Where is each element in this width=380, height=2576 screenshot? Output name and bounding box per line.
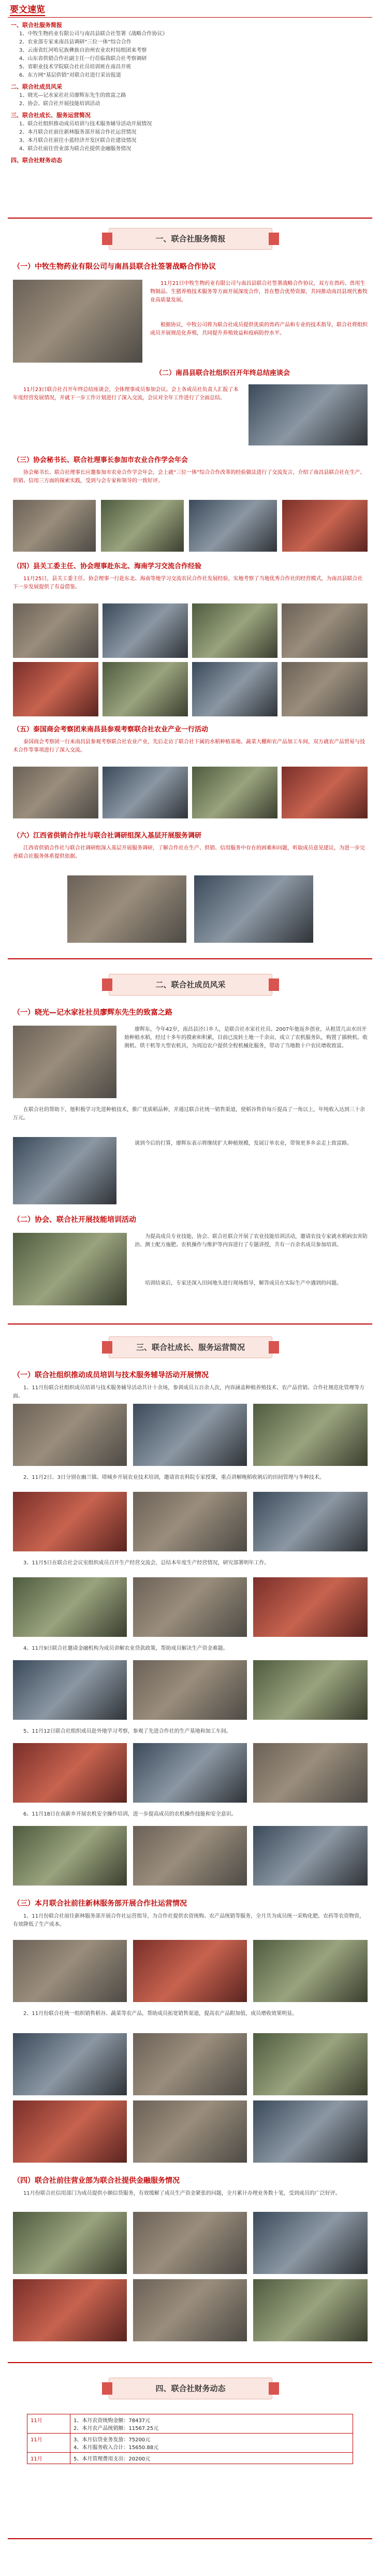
section-4-ribbon: 四、联合社财务动态 (109, 2378, 272, 2399)
section-divider (8, 1323, 372, 1325)
s1-heading-6: （六）江西省供销合作社与联合社调研组深入基层开展服务调研 (13, 832, 202, 840)
section-2-ribbon: 二、联合社成员风采 (109, 974, 272, 996)
row-content (70, 2434, 353, 2453)
toc-item[interactable]: 4、联合社前往营业部为联合社提供金融服务情况 (19, 146, 131, 152)
row-label: 11月 (27, 2453, 70, 2464)
s1-heading-2: （二）南昌县联合社组织召开年终总结座谈会 (155, 369, 290, 377)
s3-photo-9f (253, 2279, 368, 2341)
s3-para-7: 1、11月份联合社前往新林服务部开展合作社运营指导，为合作社提供农资统购、农产品统销等服务，全月共为成员统一采购化肥、农药等农资物资，有效降低了生产成本。 (13, 1913, 365, 1927)
s1-photo-2 (249, 384, 368, 445)
s2-photo-3 (13, 1233, 127, 1305)
s3-heading-3: （四）联合社前往营业部为联合社提供金融服务情况 (13, 2177, 180, 2185)
section-3-ribbon: 三、联合社成长、服务运营简况 (109, 1336, 272, 1358)
section-divider (8, 218, 372, 219)
toc-item[interactable]: 3、云南省红河哈尼族彝族自治州农业农村局组团来考察 (19, 48, 147, 53)
s1-para-6: 江西省供销合作社与联合社调研组深入基层开展服务调研，了解合作社在生产、供销、信用服务中存在的困难和问题，听取成员意见建议，为进一步完善联合社服务体系提供依据。 (13, 845, 365, 859)
s1-para-1b: 根据协议，中牧公司将为联合社成员提供优质的兽药产品和专业的技术指导，联合社将组织成员开展规范化养殖，共同提升养殖效益和疫病防控水平。 (150, 322, 368, 336)
toc-item[interactable]: 3、本月联合社前往小蓝经济开发区联合社建设情况 (19, 138, 137, 143)
s3-photo-4b (133, 1660, 247, 1720)
section-divider (8, 2362, 372, 2363)
s1-photo-5d (282, 767, 368, 818)
s3-photo-1a (13, 1404, 127, 1466)
s3-photo-9b (133, 2212, 247, 2274)
s1-heading-1: （一）中牧生物药业有限公司与南昌县联合社签署战略合作协议 (13, 263, 216, 271)
s2-photo-1 (13, 1026, 116, 1098)
toc-title: 要文速览 (10, 5, 45, 15)
s3-photo-9a (13, 2212, 127, 2274)
toc-item[interactable]: 2、农业部专家来南昌县调研“三位一体”综合合作 (19, 39, 131, 45)
s3-photo-6a (13, 1826, 127, 1886)
s3-photo-6b (133, 1826, 247, 1886)
s2-para-1: 廖辉东，今年42岁，南昌县泾口乡人，是联合社水家社社员。2007年他返乡创业，从租赁几亩水田开始种植水稻，经过十多年的摸索和积累，目前已流转土地一千余亩，成立了农机服务队，购置了插秧机、收割机、烘干机等大型农机具，为周边农户提供全程机械化服务，带动了当地数十户农民增收致富。 (124, 1027, 368, 1049)
row-line: 1、本月农资统购金额：78437元 (74, 2418, 151, 2424)
s3-photo-4a (13, 1660, 127, 1720)
section-1-ribbon: 一、联合社服务简报 (109, 228, 272, 250)
s1-photo-4b (103, 603, 188, 658)
toc-item[interactable]: 5、省职业技术学院联合社社员培训班在南昌开班 (19, 64, 131, 70)
s1-photo-1 (13, 280, 142, 363)
s1-photo-3a (13, 500, 96, 552)
s3-photo-3a (13, 1577, 127, 1637)
s1-para-4: 11月25日，县关工委主任、协会理事一行赴东北、海南等地学习交流农民合作社发展经验，实地考察了当地优秀合作社的经营模式，为南昌县联合社下一步发展提供了有益借鉴。 (13, 576, 363, 590)
toc-item[interactable]: 1、联合社组织推动成员培训与技术服务辅导活动开展情况 (19, 121, 152, 127)
s3-photo-3c (253, 1577, 368, 1637)
s3-photo-2c (253, 1492, 368, 1551)
toc-section-1[interactable]: 一、联合社服务简报 (11, 22, 62, 28)
toc-item[interactable]: 4、山东省供销合作社副主任一行莅临我联合社考察调研 (19, 56, 147, 62)
s1-heading-3: （三）协会秘书长、联合社理事长参加市农业合作学会年会 (13, 456, 188, 464)
s2-para-3: 谈到今后的打算，廖辉东表示将继续扩大种植规模，发展订单农业，带领更多乡亲走上致富路。 (135, 1141, 352, 1146)
toc-section-3[interactable]: 三、联合社成长、服务运营简况 (11, 112, 91, 119)
s3-photo-2b (133, 1492, 247, 1551)
s3-para-2: 2、11月2日、3日分别在幽兰镇、塔城乡开展农业技术培训，邀请省农科院专家授课，重点讲解晚稻收割后的田间管理与冬种技术。 (23, 1475, 325, 1480)
finance-table (27, 2414, 353, 2464)
s1-para-2: 11月23日联合社召开年终总结座谈会，全体理事成员参加会议。会上各成员社负责人汇报了本年度经营发展情况，并就下一步工作计划进行了深入交流，会议对全年工作进行了全面总结。 (13, 387, 239, 401)
s1-photo-3d (282, 500, 368, 552)
table-row (27, 2414, 353, 2434)
s1-heading-5: （五）泰国商会考察团来南昌县参观考察联合社农业产业一行活动 (13, 726, 209, 733)
s3-para-9: 11月份联合社信用部门为成员提供小额信贷服务，有效缓解了成员生产资金紧张的问题，全月累计办理业务数十笔，受到成员的广泛好评。 (23, 2191, 341, 2196)
s2-heading-2: （二）协会、联合社开展技能培训活动 (13, 1216, 136, 1224)
s3-para-4: 4、11月9日联合社邀请金融机构为成员讲解农业贷款政策，帮助成员解决生产资金难题。 (23, 1646, 228, 1651)
row-line: 5、本月管理费用支出：20200元 (74, 2456, 151, 2462)
s2-para-4: 为提高成员专业技能，协会、联合社联合开展了农业技能培训活动，邀请农技专家就水稻病虫害防治、测土配方施肥、农机操作与维护等内容进行了专题讲授，共有一百余名成员参加培训。 (135, 1234, 368, 1248)
toc-item[interactable]: 6、东方网“基层供销”对联合社进行采访报道 (19, 73, 121, 78)
s3-photo-9d (13, 2279, 127, 2341)
s1-para-1a: 11月21日中牧生物药业有限公司与南昌县联合社签署战略合作协议，双方在兽药、兽用生物制品、生猪养殖技术服务等方面开展深度合作，旨在整合优势资源，共同推动南昌县现代畜牧业高质量发展。 (150, 281, 368, 303)
section-divider (8, 958, 372, 959)
s1-photo-4g (192, 662, 277, 716)
toc-item[interactable]: 2、协会、联合社开展技能培训活动 (19, 101, 100, 107)
s1-heading-4: （四）县关工委主任、协会理事赴东北、海南学习交流合作经验 (13, 563, 202, 570)
row-line: 4、本月服务收入合计：15650.88元 (74, 2445, 159, 2451)
s1-photo-5a (13, 767, 98, 818)
s3-photo-9e (133, 2279, 247, 2341)
s2-heading-1: （一）晓光—记水家社社员廖辉东先生的致富之路 (13, 1009, 172, 1017)
s3-photo-8a (13, 2033, 127, 2095)
s1-photo-4a (13, 603, 98, 658)
s3-para-8: 2、11月份联合社统一组织销售稻谷、蔬菜等农产品，帮助成员拓宽销售渠道，提高农产品附加值，成员增收效果明显。 (23, 2011, 298, 2017)
s1-photo-6a (67, 875, 186, 943)
table-row (27, 2434, 353, 2453)
s3-photo-3b (133, 1577, 247, 1637)
row-line: 3、本月信贷业务发放：75200元 (74, 2437, 151, 2443)
s3-photo-7a (13, 1940, 127, 2002)
s3-photo-2a (13, 1492, 127, 1551)
s1-photo-5b (103, 767, 188, 818)
s3-photo-7c (253, 1940, 368, 2002)
s1-para-5: 泰国商会考察团一行来南昌县参观考察联合社农业产业，先后走访了联合社下属的水稻种植基地、蔬菜大棚和农产品加工车间，双方就农产品贸易与技术合作等事项进行了深入交流。 (13, 739, 365, 753)
toc-item[interactable]: 2、本月联合社前往新林服务部开展合作社运营情况 (19, 129, 137, 135)
s3-photo-5b (133, 1743, 247, 1803)
s3-heading-2: （三）本月联合社前往新林服务部开展合作社运营情况 (13, 1899, 187, 1908)
s3-photo-8d (13, 2100, 127, 2163)
s2-para-2: 在联合社的帮助下，他积极学习先进种植技术，推广优质稻品种，并通过联合社统一销售渠道，使稻谷售价每斤提高了一角以上，年纯收入达到三十余万元。 (13, 1107, 365, 1121)
s3-photo-5a (13, 1743, 127, 1803)
row-line: 2、本月农产品统销额：11567.25元 (74, 2426, 159, 2431)
s2-para-5: 培训结束后，专家还深入田间地头进行现场指导，解答成员在实际生产中遇到的问题。 (145, 1280, 342, 1286)
s3-para-6: 6、11月18日在南新乡开展农机安全操作培训，进一步提高成员的农机操作技能和安全意识。 (23, 1811, 237, 1817)
s1-para-3: 协会秘书长、联合社理事长应邀参加市农业合作学会年会，会上就“三位一体”综合合作改革的经验做法进行了交流发言，介绍了南昌县联合社在生产、供销、信用三方面的探索实践，受到与会专家和领导的一致好评。 (13, 470, 366, 484)
s3-para-5: 5、11月12日联合社组织成员赴外地学习考察，参观了先进合作社的生产基地和加工车间。 (23, 1729, 231, 1734)
s3-photo-6c (253, 1826, 368, 1886)
toc-section-4[interactable]: 四、联合社财务动态 (11, 157, 62, 164)
s3-photo-5c (253, 1743, 368, 1803)
row-content (70, 2453, 353, 2464)
s3-para-1: 1、11月份联合社组织成员培训与技术服务辅导活动共计十余场，参训成员五百余人次，内容涵盖种植养殖技术、农产品营销、合作社规范化管理等方面。 (13, 1385, 365, 1399)
s1-photo-4c (192, 603, 277, 658)
s3-photo-9c (253, 2212, 368, 2274)
s1-photo-3c (189, 500, 277, 552)
s3-photo-4c (253, 1660, 368, 1720)
s1-photo-4f (103, 662, 188, 716)
s3-photo-1b (133, 1404, 247, 1466)
s1-photo-6b (194, 875, 313, 943)
toc-item[interactable]: 1、中牧生物药业有限公司与南昌县联合社签署《战略合作协议》 (19, 31, 168, 37)
s3-photo-8b (133, 2033, 247, 2095)
toc (8, 0, 372, 165)
s3-para-3: 3、11月5日在联合社会议室组织成员召开生产经营交流会，总结本年度生产经营情况，研究部署明年工作。 (23, 1560, 270, 1566)
s1-photo-3b (101, 500, 184, 552)
s3-photo-8e (133, 2100, 247, 2163)
s3-photo-7b (133, 1940, 247, 2002)
s1-photo-4e (13, 662, 98, 716)
s3-photo-8f (253, 2100, 368, 2163)
row-content (70, 2414, 353, 2434)
footer-divider (8, 2538, 372, 2539)
s3-photo-8c (253, 2033, 368, 2095)
s3-photo-1c (253, 1404, 368, 1466)
s1-photo-4h (282, 662, 368, 716)
s1-photo-4d (282, 603, 368, 658)
toc-divider (8, 17, 372, 18)
row-label: 11月 (27, 2434, 70, 2453)
s3-heading-1: （一）联合社组织推动成员培训与技术服务辅导活动开展情况 (13, 1371, 209, 1379)
s2-photo-2 (13, 1137, 116, 1204)
table-row (27, 2453, 353, 2464)
row-label: 11月 (27, 2414, 70, 2434)
toc-item[interactable]: 1、晓光—记水家社社员廖辉东先生的致富之路 (19, 93, 126, 98)
toc-section-2[interactable]: 二、联合社成员风采 (11, 83, 62, 90)
s1-photo-5c (192, 767, 277, 818)
